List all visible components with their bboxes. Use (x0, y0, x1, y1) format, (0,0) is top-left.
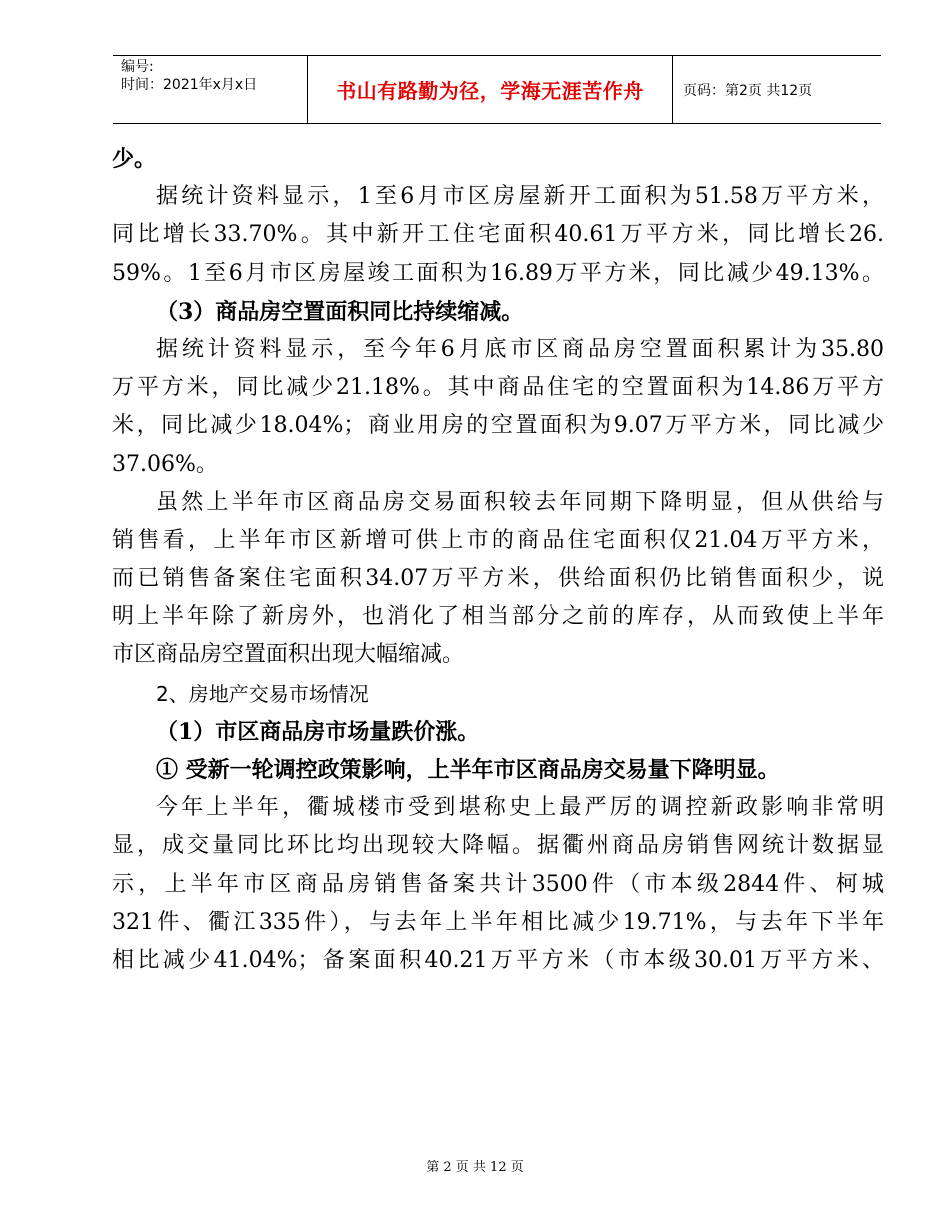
body-line: 据统计资料显示，1至6月市区房屋新开工面积为51.58万平方米， (156, 184, 884, 210)
body-line: 万平方米，同比减少21.18%。其中商品住宅的空置面积为14.86万平方 (112, 375, 884, 401)
section-heading: （3）商品房空置面积同比持续缩减。 (156, 298, 524, 325)
body-line: 显，成交量同比环比均出现较大降幅。据衢州商品房销售网统计数据显 (112, 833, 884, 859)
body-line: 今年上半年，衢城楼市受到堪称史上最严厉的调控新政影响非常明 (156, 795, 884, 821)
body-line: 虽然上半年市区商品房交易面积较去年同期下降明显，但从供给与 (156, 489, 884, 515)
body-line: 米，同比减少18.04%；商业用房的空置面积为9.07万平方米，同比减少 (112, 413, 884, 439)
body-line: 而已销售备案住宅面积34.07万平方米，供给面积仍比销售面积少，说 (112, 566, 884, 592)
body-line: 321件、衢江335件），与去年上半年相比减少19.71%，与去年下半年 (112, 909, 884, 935)
doc-number-label: 编号: (121, 59, 154, 75)
subsection-heading: ① 受新一轮调控政策影响，上半年市区商品房交易量下降明显。 (156, 757, 780, 783)
body-line: 59%。1至6月市区房屋竣工面积为16.89万平方米，同比减少49.13%。 (112, 260, 884, 286)
header-motto: 书山有路勤为径，学海无涯苦作舟 (308, 56, 673, 123)
section-heading: 2、房地产交易市场情况 (156, 681, 369, 706)
doc-time-label: 时间：2021年x月x日 (121, 77, 258, 93)
body-line: 37.06%。 (112, 451, 218, 477)
header-page-number: 页码：第2页 共12页 (683, 82, 813, 99)
body-line: 明上半年除了新房外，也消化了相当部分之前的库存，从而致使上半年 (112, 604, 884, 630)
header-meta (113, 56, 308, 123)
subsection-heading: （1）市区商品房市场量跌价涨。 (156, 718, 480, 745)
page-header (113, 55, 881, 124)
body-line: 市区商品房空置面积出现大幅缩减。 (112, 642, 465, 668)
paragraph-continuation: 少。 (112, 146, 157, 172)
document-body (112, 140, 884, 980)
body-line: 销售看，上半年市区新增可供上市的商品住宅面积仅21.04万平方米， (112, 527, 884, 553)
body-line: 相比减少41.04%；备案面积40.21万平方米（市本级30.01万平方米、 (112, 947, 884, 973)
body-line: 据统计资料显示，至今年6月底市区商品房空置面积累计为35.80 (156, 336, 884, 362)
body-line: 示，上半年市区商品房销售备案共计3500件（市本级2844件、柯城 (112, 871, 884, 897)
body-line: 同比增长33.70%。其中新开工住宅面积40.61万平方米，同比增长26. (112, 222, 884, 248)
page-footer: 第 2 页 共 12 页 (426, 1160, 524, 1175)
